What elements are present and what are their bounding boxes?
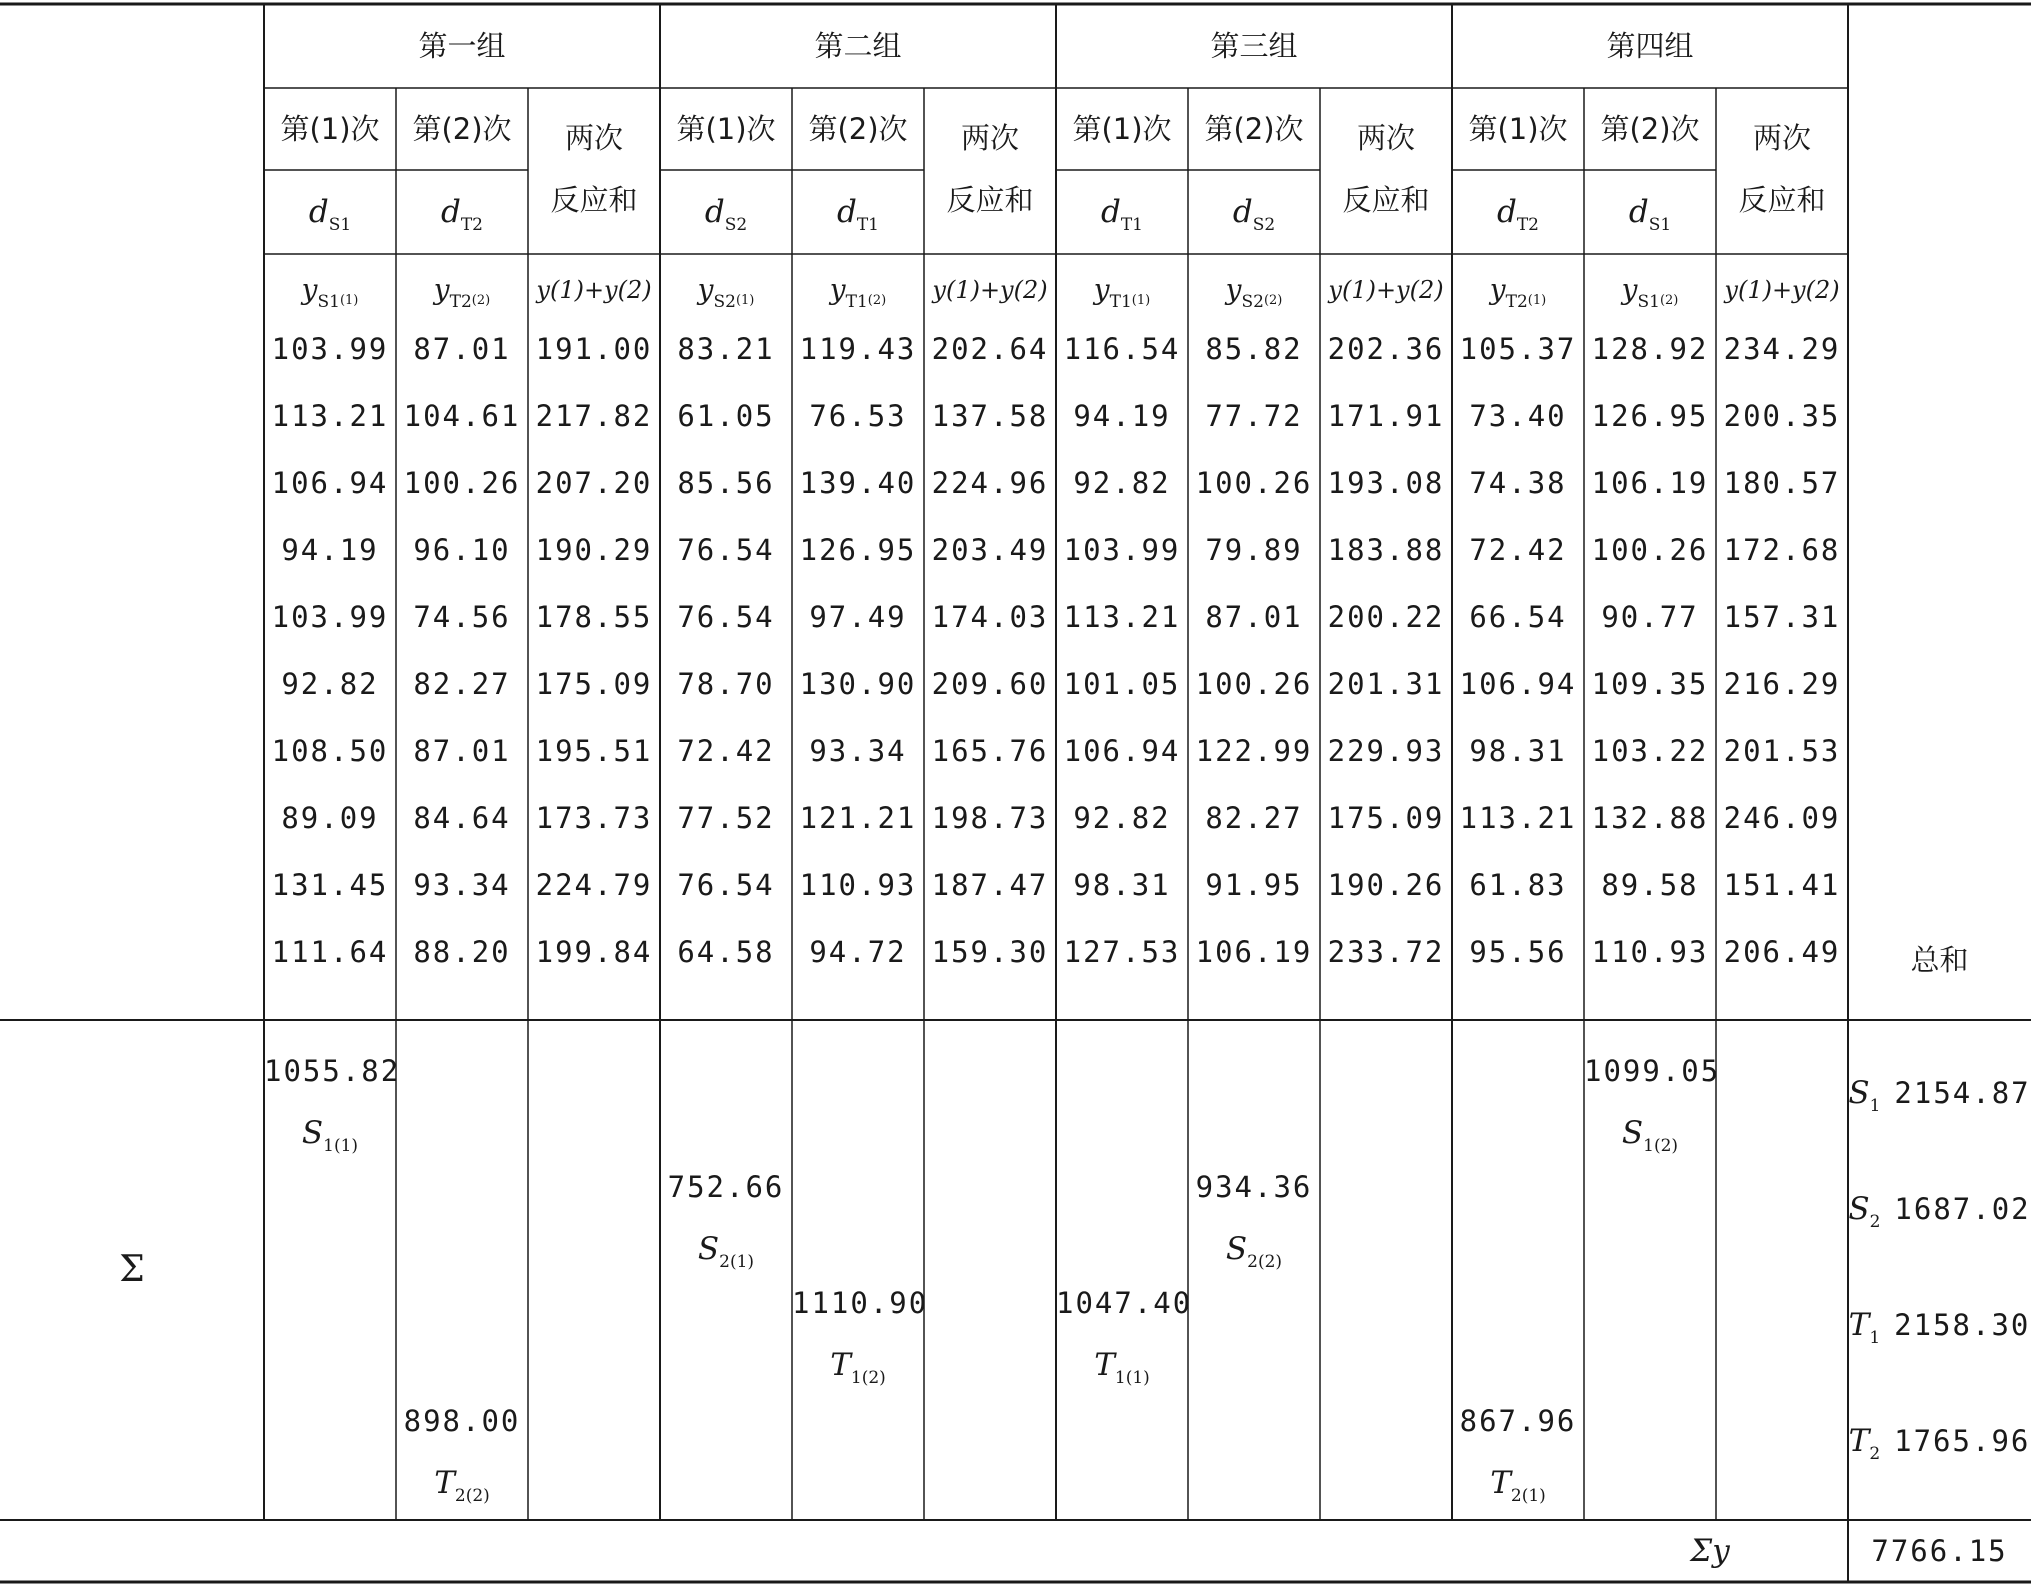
sum-header-line2: 反应和 bbox=[946, 183, 1034, 217]
sum-header-line2: 反应和 bbox=[550, 183, 638, 217]
sum-label bbox=[792, 1342, 924, 1388]
data-cell: 159.30 bbox=[931, 935, 1049, 969]
sum-formula: y(1)+y(2) bbox=[932, 276, 1048, 304]
data-cell: 78.70 bbox=[677, 667, 775, 701]
sum-value: 1110.90 bbox=[792, 1286, 929, 1320]
sum-symbol: S bbox=[301, 1115, 324, 1151]
sum-label bbox=[264, 1110, 396, 1156]
dose-label bbox=[1584, 170, 1716, 254]
data-cell: 100.26 bbox=[403, 466, 521, 500]
sum-header-line2: 反应和 bbox=[1342, 183, 1430, 217]
sum-header-line1: 两次 bbox=[1752, 121, 1811, 155]
data-cell: 103.99 bbox=[1063, 533, 1181, 567]
response-symbol: y bbox=[1489, 273, 1506, 306]
data-cell: 92.82 bbox=[281, 667, 379, 701]
response-label bbox=[792, 268, 924, 312]
total-symbol-wrap bbox=[1848, 1191, 1881, 1232]
data-cell: 224.79 bbox=[535, 868, 653, 902]
data-cell: 93.34 bbox=[809, 734, 907, 768]
response-label bbox=[1452, 268, 1584, 312]
total-symbol: T bbox=[1848, 1307, 1870, 1343]
data-cell: 100.26 bbox=[1195, 466, 1313, 500]
sum-index: 2(2) bbox=[454, 1486, 490, 1506]
response-subscript: T2 bbox=[1505, 292, 1528, 312]
sum-label bbox=[1452, 1460, 1584, 1506]
data-cell: 98.31 bbox=[1073, 868, 1171, 902]
sum-index: 1(2) bbox=[1643, 1136, 1679, 1156]
data-cell: 195.51 bbox=[535, 734, 653, 768]
sum-value: 934.36 bbox=[1195, 1170, 1313, 1204]
data-cell: 199.84 bbox=[535, 935, 653, 969]
total-symbol: S bbox=[1848, 1191, 1870, 1227]
sum-formula: y(1)+y(2) bbox=[1724, 276, 1840, 304]
data-cell: 116.54 bbox=[1063, 332, 1181, 366]
data-cell: 122.99 bbox=[1195, 734, 1313, 768]
response-symbol: y bbox=[433, 273, 450, 306]
second-time-header: 第(2)次 bbox=[412, 112, 512, 146]
total-index: 1 bbox=[1869, 1328, 1881, 1348]
data-cell: 92.82 bbox=[1073, 466, 1171, 500]
data-cell: 151.41 bbox=[1723, 868, 1841, 902]
first-time-header: 第(1)次 bbox=[1072, 112, 1172, 146]
response-symbol: y bbox=[1621, 273, 1638, 306]
data-cell: 82.27 bbox=[413, 667, 511, 701]
sum-index: 1(2) bbox=[850, 1368, 886, 1388]
data-cell: 89.58 bbox=[1601, 868, 1699, 902]
data-cell: 106.94 bbox=[271, 466, 389, 500]
data-cell: 131.45 bbox=[271, 868, 389, 902]
dose-subscript: S2 bbox=[724, 215, 748, 235]
grand-total-value: 7766.15 bbox=[1871, 1534, 2008, 1568]
sum-value: 898.00 bbox=[403, 1404, 521, 1438]
data-cell: 96.10 bbox=[413, 533, 511, 567]
response-subscript: S1 bbox=[1637, 292, 1660, 312]
data-cell: 174.03 bbox=[931, 600, 1049, 634]
data-cell: 100.26 bbox=[1195, 667, 1313, 701]
data-cell: 216.29 bbox=[1723, 667, 1841, 701]
data-cell: 126.95 bbox=[1591, 399, 1709, 433]
response-subscript: S1 bbox=[317, 292, 340, 312]
total-symbol-wrap bbox=[1848, 1307, 1881, 1348]
data-cell: 103.99 bbox=[271, 332, 389, 366]
sum-header-line1: 两次 bbox=[960, 121, 1019, 155]
data-cell: 100.26 bbox=[1591, 533, 1709, 567]
data-cell: 246.09 bbox=[1723, 801, 1841, 835]
total-symbol-wrap bbox=[1848, 1075, 1881, 1116]
data-cell: 103.22 bbox=[1591, 734, 1709, 768]
response-label bbox=[264, 268, 396, 312]
data-cell: 229.93 bbox=[1327, 734, 1445, 768]
first-time-header: 第(1)次 bbox=[280, 112, 380, 146]
data-cell: 206.49 bbox=[1723, 935, 1841, 969]
data-cell: 76.54 bbox=[677, 600, 775, 634]
response-index: (2) bbox=[471, 293, 491, 308]
data-cell: 82.27 bbox=[1205, 801, 1303, 835]
data-cell: 61.83 bbox=[1469, 868, 1567, 902]
data-cell: 224.96 bbox=[931, 466, 1049, 500]
data-cell: 207.20 bbox=[535, 466, 653, 500]
data-cell: 113.21 bbox=[271, 399, 389, 433]
dose-subscript: T1 bbox=[856, 215, 879, 235]
data-cell: 200.22 bbox=[1327, 600, 1445, 634]
data-cell: 101.05 bbox=[1063, 667, 1181, 701]
first-time-header: 第(1)次 bbox=[676, 112, 776, 146]
data-cell: 98.31 bbox=[1469, 734, 1567, 768]
dose-label bbox=[1452, 170, 1584, 254]
dose-label bbox=[1056, 170, 1188, 254]
data-cell: 217.82 bbox=[535, 399, 653, 433]
response-subscript: T1 bbox=[1109, 292, 1132, 312]
sum-index: 2(1) bbox=[1510, 1486, 1546, 1506]
dose-subscript: T1 bbox=[1120, 215, 1143, 235]
sum-index: 2(1) bbox=[719, 1252, 755, 1272]
data-cell: 87.01 bbox=[1205, 600, 1303, 634]
data-cell: 87.01 bbox=[413, 734, 511, 768]
data-cell: 106.19 bbox=[1591, 466, 1709, 500]
data-cell: 200.35 bbox=[1723, 399, 1841, 433]
data-cell: 79.89 bbox=[1205, 533, 1303, 567]
data-cell: 61.05 bbox=[677, 399, 775, 433]
dose-subscript: S1 bbox=[1648, 215, 1672, 235]
sum-symbol: S bbox=[1225, 1231, 1248, 1267]
total-entry bbox=[1848, 1300, 2031, 1350]
data-cell: 183.88 bbox=[1327, 533, 1445, 567]
sum-value: 752.66 bbox=[667, 1170, 785, 1204]
response-index: (2) bbox=[1263, 293, 1283, 308]
data-cell: 190.29 bbox=[535, 533, 653, 567]
data-cell: 74.56 bbox=[413, 600, 511, 634]
response-index: (1) bbox=[735, 293, 755, 308]
dose-symbol: d bbox=[704, 194, 725, 230]
data-cell: 97.49 bbox=[809, 600, 907, 634]
sum-label bbox=[660, 1226, 792, 1272]
data-cell: 93.34 bbox=[413, 868, 511, 902]
sum-symbol: S bbox=[1621, 1115, 1644, 1151]
total-entry bbox=[1848, 1068, 2031, 1118]
group-header: 第三组 bbox=[1210, 29, 1298, 63]
dose-symbol: d bbox=[1628, 194, 1649, 230]
group-header: 第四组 bbox=[1606, 29, 1694, 63]
response-index: (1) bbox=[1131, 293, 1151, 308]
data-cell: 201.53 bbox=[1723, 734, 1841, 768]
data-cell: 139.40 bbox=[799, 466, 917, 500]
sum-formula: y(1)+y(2) bbox=[536, 276, 652, 304]
response-index: (1) bbox=[1527, 293, 1547, 308]
dose-subscript: T2 bbox=[1516, 215, 1539, 235]
data-cell: 175.09 bbox=[1327, 801, 1445, 835]
total-value: 2154.87 bbox=[1894, 1076, 2031, 1110]
data-cell: 209.60 bbox=[931, 667, 1049, 701]
total-symbol-wrap bbox=[1848, 1423, 1881, 1464]
data-cell: 202.36 bbox=[1327, 332, 1445, 366]
dose-label bbox=[264, 170, 396, 254]
response-symbol: y bbox=[1225, 273, 1242, 306]
data-cell: 128.92 bbox=[1591, 332, 1709, 366]
total-index: 2 bbox=[1869, 1212, 1881, 1232]
data-cell: 76.53 bbox=[809, 399, 907, 433]
sum-header-line1: 两次 bbox=[564, 121, 623, 155]
response-label bbox=[1584, 268, 1716, 312]
data-cell: 175.09 bbox=[535, 667, 653, 701]
data-cell: 84.64 bbox=[413, 801, 511, 835]
data-cell: 72.42 bbox=[1469, 533, 1567, 567]
sum-header-line1: 两次 bbox=[1356, 121, 1415, 155]
data-cell: 73.40 bbox=[1469, 399, 1567, 433]
dose-symbol: d bbox=[440, 194, 461, 230]
sum-header-line2: 反应和 bbox=[1738, 183, 1826, 217]
response-symbol: y bbox=[1093, 273, 1110, 306]
dose-label bbox=[792, 170, 924, 254]
dose-subscript: S1 bbox=[328, 215, 352, 235]
data-cell: 76.54 bbox=[677, 868, 775, 902]
data-cell: 88.20 bbox=[413, 935, 511, 969]
data-cell: 90.77 bbox=[1601, 600, 1699, 634]
data-cell: 106.94 bbox=[1063, 734, 1181, 768]
data-cell: 113.21 bbox=[1063, 600, 1181, 634]
data-cell: 66.54 bbox=[1469, 600, 1567, 634]
data-cell: 191.00 bbox=[535, 332, 653, 366]
data-cell: 74.38 bbox=[1469, 466, 1567, 500]
dose-symbol: d bbox=[1232, 194, 1253, 230]
sum-value: 1055.82 bbox=[264, 1054, 401, 1088]
data-cell: 193.08 bbox=[1327, 466, 1445, 500]
dose-subscript: S2 bbox=[1252, 215, 1276, 235]
data-cell: 108.50 bbox=[271, 734, 389, 768]
group-header: 第二组 bbox=[814, 29, 902, 63]
data-cell: 92.82 bbox=[1073, 801, 1171, 835]
response-subscript: S2 bbox=[1241, 292, 1264, 312]
data-cell: 190.26 bbox=[1327, 868, 1445, 902]
response-index: (2) bbox=[867, 293, 887, 308]
data-cell: 180.57 bbox=[1723, 466, 1841, 500]
data-cell: 64.58 bbox=[677, 935, 775, 969]
dose-symbol: d bbox=[308, 194, 329, 230]
data-cell: 172.68 bbox=[1723, 533, 1841, 567]
data-cell: 187.47 bbox=[931, 868, 1049, 902]
data-cell: 113.21 bbox=[1459, 801, 1577, 835]
sum-symbol: T bbox=[1490, 1465, 1511, 1501]
dose-symbol: d bbox=[1100, 194, 1121, 230]
data-cell: 121.21 bbox=[799, 801, 917, 835]
sum-label bbox=[396, 1460, 528, 1506]
data-cell: 157.31 bbox=[1723, 600, 1841, 634]
data-cell: 91.95 bbox=[1205, 868, 1303, 902]
data-cell: 126.95 bbox=[799, 533, 917, 567]
data-cell: 83.21 bbox=[677, 332, 775, 366]
response-symbol: y bbox=[829, 273, 846, 306]
data-cell: 85.82 bbox=[1205, 332, 1303, 366]
first-time-header: 第(1)次 bbox=[1468, 112, 1568, 146]
dose-label bbox=[1188, 170, 1320, 254]
data-cell: 173.73 bbox=[535, 801, 653, 835]
data-cell: 95.56 bbox=[1469, 935, 1567, 969]
dose-symbol: d bbox=[1496, 194, 1517, 230]
sum-symbol: T bbox=[434, 1465, 455, 1501]
data-cell: 110.93 bbox=[1591, 935, 1709, 969]
response-label bbox=[1188, 268, 1320, 312]
response-subscript: T2 bbox=[449, 292, 472, 312]
data-cell: 106.19 bbox=[1195, 935, 1313, 969]
data-cell: 85.56 bbox=[677, 466, 775, 500]
sum-label bbox=[1584, 1110, 1716, 1156]
total-index: 2 bbox=[1869, 1444, 1881, 1464]
second-time-header: 第(2)次 bbox=[1600, 112, 1700, 146]
sum-symbol: T bbox=[830, 1347, 851, 1383]
response-symbol: y bbox=[301, 273, 318, 306]
data-cell: 109.35 bbox=[1591, 667, 1709, 701]
group-header: 第一组 bbox=[418, 29, 506, 63]
total-index: 1 bbox=[1869, 1096, 1881, 1116]
dose-label bbox=[660, 170, 792, 254]
total-symbol: T bbox=[1848, 1423, 1870, 1459]
data-cell: 76.54 bbox=[677, 533, 775, 567]
data-cell: 89.09 bbox=[281, 801, 379, 835]
sum-value: 867.96 bbox=[1459, 1404, 1577, 1438]
data-cell: 94.72 bbox=[809, 935, 907, 969]
response-label bbox=[1056, 268, 1188, 312]
sigma-label: Σ bbox=[119, 1249, 145, 1290]
sum-symbol: T bbox=[1094, 1347, 1115, 1383]
second-time-header: 第(2)次 bbox=[808, 112, 908, 146]
data-cell: 165.76 bbox=[931, 734, 1049, 768]
data-cell: 132.88 bbox=[1591, 801, 1709, 835]
response-index: (1) bbox=[339, 293, 359, 308]
sum-index: 2(2) bbox=[1247, 1252, 1283, 1272]
data-cell: 94.19 bbox=[281, 533, 379, 567]
data-cell: 233.72 bbox=[1327, 935, 1445, 969]
sum-symbol: S bbox=[697, 1231, 720, 1267]
total-value: 2158.30 bbox=[1894, 1308, 2031, 1342]
sum-label bbox=[1188, 1226, 1320, 1272]
sum-formula: y(1)+y(2) bbox=[1328, 276, 1444, 304]
data-cell: 201.31 bbox=[1327, 667, 1445, 701]
sum-value: 1099.05 bbox=[1584, 1054, 1721, 1088]
data-cell: 77.52 bbox=[677, 801, 775, 835]
data-cell: 119.43 bbox=[799, 332, 917, 366]
total-symbol: S bbox=[1848, 1075, 1870, 1111]
data-cell: 137.58 bbox=[931, 399, 1049, 433]
data-cell: 110.93 bbox=[799, 868, 917, 902]
sum-index: 1(1) bbox=[323, 1136, 359, 1156]
second-time-header: 第(2)次 bbox=[1204, 112, 1304, 146]
dose-label bbox=[396, 170, 528, 254]
response-symbol: y bbox=[697, 273, 714, 306]
data-cell: 104.61 bbox=[403, 399, 521, 433]
grand-total-label: Σy bbox=[1690, 1533, 1730, 1569]
response-index: (2) bbox=[1659, 293, 1679, 308]
data-cell: 105.37 bbox=[1459, 332, 1577, 366]
total-entry bbox=[1848, 1416, 2031, 1466]
sum-index: 1(1) bbox=[1114, 1368, 1150, 1388]
data-cell: 94.19 bbox=[1073, 399, 1171, 433]
data-cell: 171.91 bbox=[1327, 399, 1445, 433]
total-entry bbox=[1848, 1184, 2031, 1234]
data-cell: 203.49 bbox=[931, 533, 1049, 567]
sum-label bbox=[1056, 1342, 1188, 1388]
data-cell: 77.72 bbox=[1205, 399, 1303, 433]
total-label: 总和 bbox=[1910, 943, 1969, 977]
data-cell: 106.94 bbox=[1459, 667, 1577, 701]
data-cell: 234.29 bbox=[1723, 332, 1841, 366]
response-label bbox=[396, 268, 528, 312]
data-cell: 130.90 bbox=[799, 667, 917, 701]
data-cell: 87.01 bbox=[413, 332, 511, 366]
dose-symbol: d bbox=[836, 194, 857, 230]
sum-value: 1047.40 bbox=[1056, 1286, 1193, 1320]
data-cell: 202.64 bbox=[931, 332, 1049, 366]
total-value: 1687.02 bbox=[1894, 1192, 2031, 1226]
response-label bbox=[660, 268, 792, 312]
dose-subscript: T2 bbox=[460, 215, 483, 235]
data-cell: 127.53 bbox=[1063, 935, 1181, 969]
data-cell: 72.42 bbox=[677, 734, 775, 768]
data-cell: 178.55 bbox=[535, 600, 653, 634]
total-value: 1765.96 bbox=[1894, 1424, 2031, 1458]
data-cell: 103.99 bbox=[271, 600, 389, 634]
response-subscript: S2 bbox=[713, 292, 736, 312]
response-subscript: T1 bbox=[845, 292, 868, 312]
data-cell: 198.73 bbox=[931, 801, 1049, 835]
data-cell: 111.64 bbox=[271, 935, 389, 969]
